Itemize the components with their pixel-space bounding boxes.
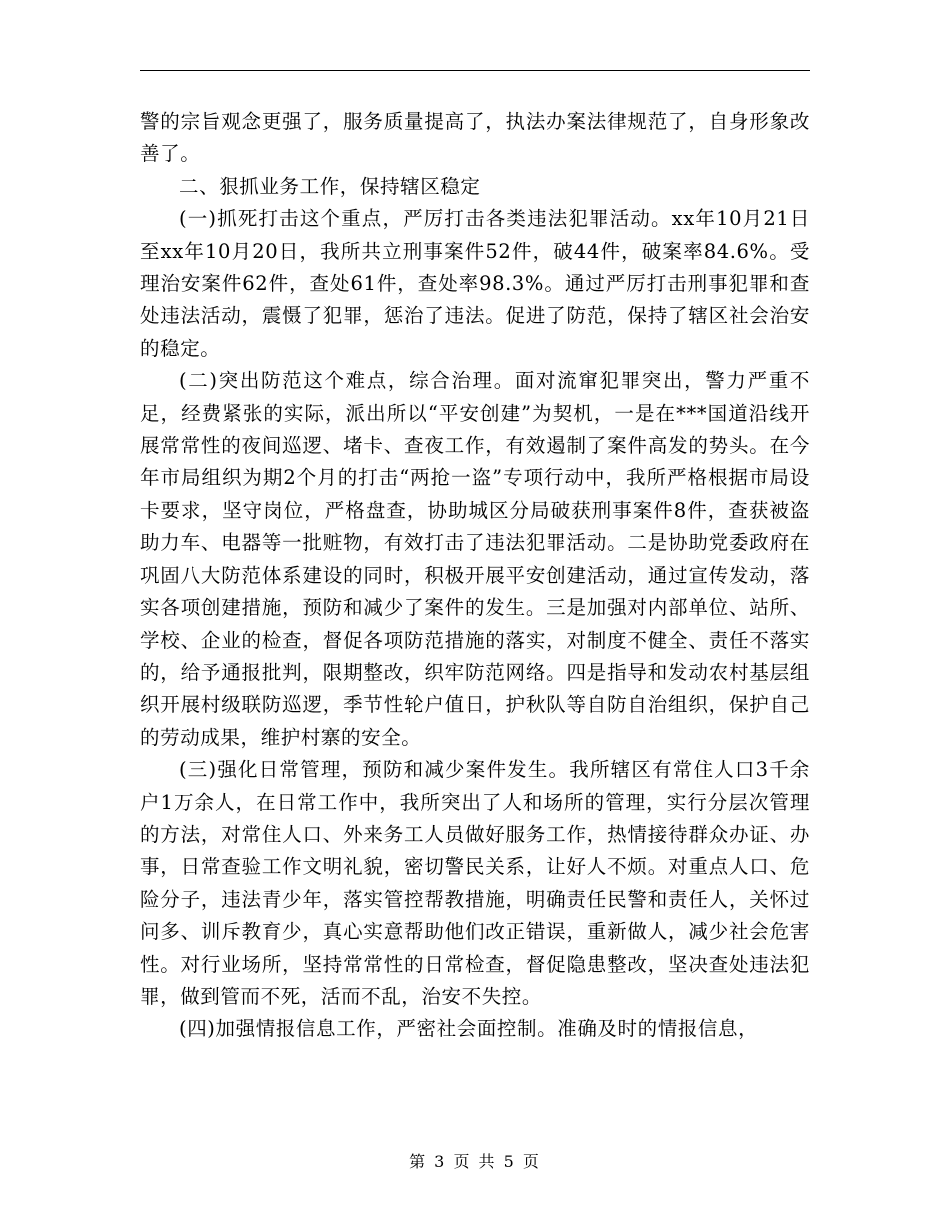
paragraph-daily-management: (三)强化日常管理，预防和减少案件发生。我所辖区有常住人口3千余户1万余人，在日常工作中，我所突出了人和场所的管理，实行分层次管理的方法，对常住人口、外来务工人员做好服务工作，热情接待群众办证、办事，日常查验工作文明礼貌，密切警民关系，让好人不烦。对重点人口、危险分子，违法青少年，落实管控帮教措施，明确责任民警和责任人，关怀过问多、训斥教育少，真心实意帮助他们改正错误，重新做人，减少社会危害性。对行业场所，坚持常常性的日常检查，督促隐患整改，坚决查处违法犯罪，做到管而不死，活而不乱，治安不失控。 xyxy=(140,758,810,1008)
page-footer: 第 3 页 共 5 页 xyxy=(409,1152,541,1171)
paragraph-1: 警的宗旨观念更强了，服务质量提高了，执法办案法律规范了，自身形象改善了。 xyxy=(140,110,810,166)
header-rule xyxy=(140,70,810,71)
paragraph-prevention: (二)突出防范这个难点，综合治理。面对流窜犯罪突出，警力严重不足，经费紧张的实际，派出所以“平安创建”为契机，一是在***国道沿线开展常常性的夜间巡逻、堵卡、查夜工作，有效遏制了案件高发的势头。在今年市局组织为期2个月的打击“两抢一盗”专项行动中，我所严格根据市局设卡要求，坚守岗位，严格盘查，协助城区分局破获刑事案件8件，查获被盗助力车、电器等一批赃物，有效打击了违法犯罪活动。二是协助党委政府在巩固八大防范体系建设的同时，积极开展平安创建活动，通过宣传发动，落实各项创建措施，预防和减少了案件的发生。三是加强对内部单位、站所、学校、企业的检查，督促各项防范措施的落实，对制度不健全、责任不落实的，给予通报批判，限期整改，织牢防范网络。四是指导和发动农村基层组织开展村级联防巡逻，季节性轮户值日，护秋队等自防自治组织，保护自己的劳动成果，维护村寨的安全。 xyxy=(140,369,810,749)
section-heading-2: 二、狠抓业务工作，保持辖区稳定 xyxy=(179,174,481,198)
paragraph-intelligence: (四)加强情报信息工作，严密社会面控制。准确及时的情报信息， xyxy=(179,1017,759,1041)
paragraph-strike-crime: (一)抓死打击这个重点，严厉打击各类违法犯罪活动。xx年10月21日至xx年10月20日，我所共立刑事案件52件，破44件，破案率84.6%。受理治安案件62件，查处61件，查处率98.3%。通过严厉打击刑事犯罪和查处违法活动，震慑了犯罪，惩治了违法。促进了防范，保持了辖区社会治安的稳定。 xyxy=(140,207,810,360)
document-body xyxy=(140,106,810,1046)
